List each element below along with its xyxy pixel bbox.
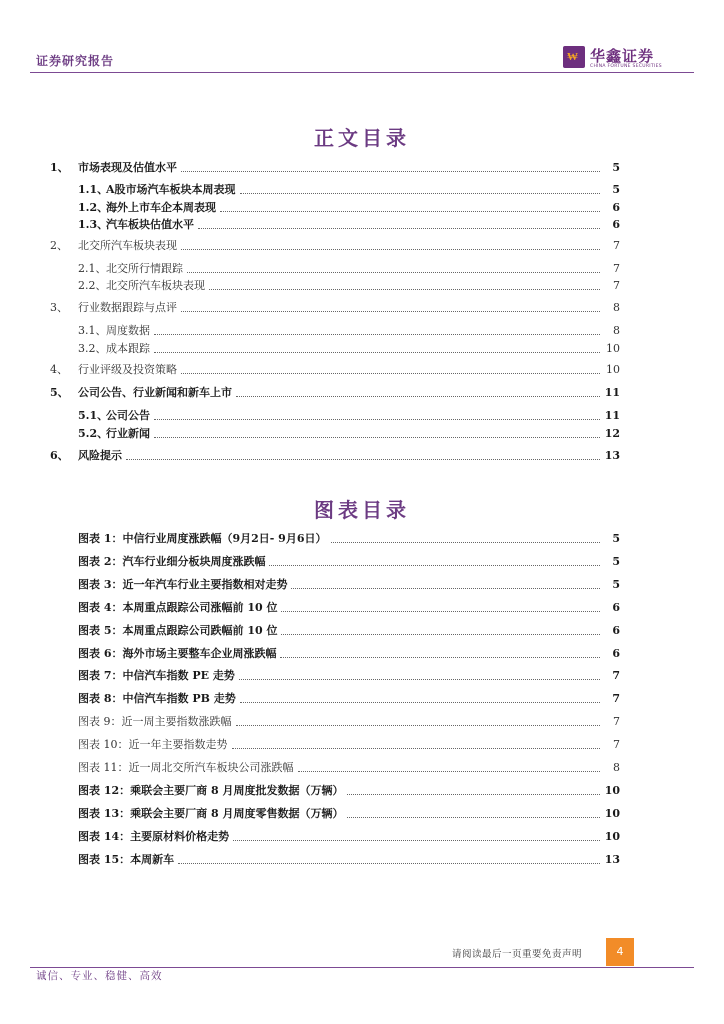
figure-entry[interactable]: [78, 554, 620, 570]
figure-entry-title: 中信行业周度涨跌幅（9月2日- 9月6日）: [122, 532, 327, 545]
toc-entry[interactable]: [78, 341, 620, 357]
toc-entry[interactable]: [78, 182, 620, 198]
dot-leader: [181, 170, 600, 172]
toc-entry-page: 13: [604, 449, 620, 462]
figure-entry-title: 中信汽车指数 PB 走势: [122, 692, 236, 706]
toc-entry-number: 5.2、: [78, 427, 109, 440]
dot-leader: [181, 248, 600, 250]
figures-title: 图表目录: [314, 498, 410, 522]
toc-entry-number: 2、: [50, 239, 68, 252]
toc-entry-number: 6、: [50, 449, 69, 462]
figure-entry-title: 主要原材料价格走势: [130, 829, 230, 843]
toc-entry-number: 3、: [50, 301, 68, 314]
figure-entry-page: 7: [612, 669, 620, 683]
dot-leader: [236, 724, 601, 726]
toc-entry[interactable]: [78, 426, 620, 442]
figure-entry-page: 7: [613, 715, 620, 729]
figure-entry[interactable]: [78, 806, 620, 822]
dot-leader: [198, 227, 600, 229]
disclaimer-note: 请阅读最后一页重要免责声明: [452, 949, 583, 960]
figure-entry[interactable]: [78, 623, 620, 639]
dot-leader: [178, 862, 600, 864]
toc-entry-page: 8: [613, 301, 620, 314]
toc-entry-number: 2.1、: [78, 262, 107, 275]
dot-leader: [298, 770, 601, 772]
figure-entry-title: 本周新车: [130, 852, 175, 866]
toc-entry-page: 5: [612, 161, 620, 174]
toc-entry-title: 公司公告、行业新闻和新车上市: [78, 386, 232, 399]
header-left-text: 证券研究报告: [36, 54, 115, 68]
dot-leader: [232, 747, 601, 749]
toc-entry[interactable]: [50, 362, 620, 378]
figure-entry-page: 7: [613, 738, 620, 752]
logo-mark-icon: ₩: [563, 46, 585, 68]
dot-leader: [331, 541, 601, 543]
toc-entry-page: 8: [613, 324, 620, 337]
toc-entry-title: 行业数据跟踪与点评: [78, 301, 177, 314]
toc-title: 正文目录: [314, 126, 410, 150]
dot-leader: [126, 458, 600, 460]
figure-entry-label: 图表 15：: [78, 852, 131, 866]
toc-entry-title: 成本跟踪: [106, 342, 150, 355]
toc-entry-page: 7: [613, 239, 620, 252]
figure-entry-title: 中信汽车指数 PE 走势: [122, 669, 235, 683]
toc-entry-number: 5、: [50, 386, 69, 399]
figure-entry-title: 近一年主要指数走势: [128, 738, 228, 752]
toc-entry-number: 2.2、: [78, 279, 107, 292]
figure-entry-label: 图表 11：: [78, 761, 129, 774]
dot-leader: [209, 288, 600, 290]
toc-entry-number: 3.1、: [78, 324, 107, 337]
toc-entry-page: 7: [613, 279, 620, 292]
dot-leader: [154, 436, 600, 438]
toc-entry[interactable]: [78, 217, 620, 233]
toc-entry-title: 行业评级及投资策略: [78, 363, 177, 376]
dot-leader: [291, 587, 600, 589]
toc-entry-title: 汽车板块估值水平: [106, 218, 194, 231]
dot-leader: [269, 564, 600, 566]
figure-entry[interactable]: [78, 668, 620, 684]
figure-entry-label: 图表 14：: [78, 829, 131, 843]
dot-leader: [236, 395, 600, 397]
brand-logo: [563, 46, 662, 74]
figure-entry-label: 图表 8：: [78, 692, 123, 706]
toc-entry-title: 北交所行情跟踪: [106, 262, 183, 275]
dot-leader: [220, 210, 600, 212]
toc-entry-page: 6: [612, 201, 620, 214]
dot-leader: [233, 839, 600, 841]
toc-entry-title: 公司公告: [106, 409, 150, 422]
figure-entry-page: 5: [612, 554, 620, 568]
figure-entry-label: 图表 10：: [78, 738, 129, 752]
figure-entry-page: 6: [612, 623, 620, 637]
toc-entry-page: 5: [612, 183, 620, 196]
figure-entry[interactable]: [78, 783, 620, 799]
toc-entry-number: 3.2、: [78, 342, 107, 355]
figure-entry-page: 5: [612, 577, 620, 591]
toc-entry[interactable]: [50, 160, 620, 176]
toc-entry-title: A股市场汽车板块本周表现: [106, 183, 236, 196]
toc-entry-title: 北交所汽车板块表现: [78, 239, 177, 252]
toc-entry-number: 1、: [50, 161, 69, 174]
toc-entry-page: 7: [613, 262, 620, 275]
toc-entry-page: 10: [606, 342, 620, 355]
toc-entry-title: 周度数据: [106, 324, 150, 337]
figure-entry[interactable]: [78, 600, 620, 616]
figure-entry-page: 6: [612, 600, 620, 614]
dot-leader: [154, 351, 600, 353]
figure-entry-title: 近一周主要指数涨跌幅: [121, 715, 232, 729]
figure-entry-page: 10: [604, 783, 620, 797]
dot-leader: [280, 656, 600, 658]
page-number: 4: [606, 938, 634, 966]
dot-leader: [347, 793, 600, 795]
figure-entry[interactable]: [78, 760, 620, 776]
toc-entry[interactable]: [78, 278, 620, 294]
figure-entry[interactable]: [78, 646, 620, 662]
dot-leader: [154, 333, 600, 335]
figure-entry-title: 本周重点跟踪公司跌幅前 10 位: [122, 623, 278, 637]
toc-entry-number: 4、: [50, 363, 68, 376]
dot-leader: [187, 271, 600, 273]
toc-entry-page: 12: [604, 427, 620, 440]
figure-entry-label: 图表 6：: [78, 646, 123, 660]
toc-entry-page: 11: [604, 386, 620, 399]
toc-entry[interactable]: [78, 323, 620, 339]
toc-entry-page: 10: [606, 363, 620, 376]
figure-entry-label: 图表 12：: [78, 783, 131, 797]
toc-entry-title: 北交所汽车板块表现: [106, 279, 205, 292]
figure-entry-title: 乘联会主要厂商 8 月周度零售数据（万辆）: [130, 806, 344, 820]
figure-entry-page: 13: [604, 852, 620, 866]
dot-leader: [281, 610, 600, 612]
figure-entry-label: 图表 13：: [78, 806, 131, 820]
toc-entry[interactable]: [78, 261, 620, 277]
figure-entry-page: 10: [604, 829, 620, 843]
toc-entry[interactable]: [50, 448, 620, 464]
toc-entry-page: 11: [604, 409, 620, 422]
figure-entry[interactable]: [78, 852, 620, 868]
header-divider: [30, 72, 694, 73]
figure-entry[interactable]: [78, 714, 620, 730]
toc-entry[interactable]: [50, 238, 620, 254]
toc-entry[interactable]: [78, 200, 620, 216]
dot-leader: [181, 310, 600, 312]
footer-motto: 诚信、专业、稳健、高效: [36, 970, 163, 982]
figure-entry-page: 8: [613, 761, 620, 774]
figure-entry-label: 图表 2：: [78, 554, 123, 568]
figure-entry[interactable]: [78, 531, 620, 547]
dot-leader: [239, 678, 600, 680]
figure-entry-label: 图表 3：: [78, 577, 123, 591]
toc-entry-title: 市场表现及估值水平: [78, 161, 177, 174]
logo-name: 华鑫证券: [590, 47, 655, 65]
figure-entry-label: 图表 5：: [78, 623, 123, 637]
dot-leader: [240, 701, 600, 703]
toc-entry-number: 5.1、: [78, 409, 109, 422]
logo-english: CHINA FORTUNE SECURITIES: [590, 64, 662, 69]
figure-entry[interactable]: [78, 691, 620, 707]
dot-leader: [281, 633, 600, 635]
toc-entry-title: 海外上市车企本周表现: [106, 201, 216, 214]
dot-leader: [240, 192, 600, 194]
toc-entry[interactable]: [78, 408, 620, 424]
dot-leader: [181, 372, 600, 374]
toc-entry-page: 6: [612, 218, 620, 231]
figure-entry-title: 近一周北交所汽车板块公司涨跌幅: [128, 761, 294, 774]
dot-leader: [347, 816, 600, 818]
figure-entry-label: 图表 7：: [78, 669, 123, 683]
figure-entry-label: 图表 4：: [78, 600, 123, 614]
figure-entry-label: 图表 1：: [78, 532, 123, 545]
toc-entry-number: 1.1、: [78, 183, 109, 196]
figure-entry-title: 近一年汽车行业主要指数相对走势: [122, 577, 288, 591]
figure-entry-title: 汽车行业细分板块周度涨跌幅: [122, 554, 266, 568]
figure-entry-label: 图表 9：: [78, 715, 122, 729]
toc-entry[interactable]: [50, 300, 620, 316]
toc-entry[interactable]: [50, 385, 620, 401]
toc-entry-number: 1.3、: [78, 218, 109, 231]
figure-entry-page: 5: [612, 532, 620, 545]
figure-entry-page: 7: [612, 692, 620, 706]
figure-entry-page: 6: [612, 646, 620, 660]
figure-entry-page: 10: [604, 806, 620, 820]
figure-entry-title: 海外市场主要整车企业周涨跌幅: [122, 646, 277, 660]
figure-entry-title: 本周重点跟踪公司涨幅前 10 位: [122, 600, 278, 614]
toc-entry-number: 1.2、: [78, 201, 109, 214]
figure-entry[interactable]: [78, 577, 620, 593]
figure-entry[interactable]: [78, 829, 620, 845]
toc-entry-title: 风险提示: [78, 449, 122, 462]
figure-entry[interactable]: [78, 737, 620, 753]
figure-entry-title: 乘联会主要厂商 8 月周度批发数据（万辆）: [130, 783, 344, 797]
toc-entry-title: 行业新闻: [106, 427, 150, 440]
dot-leader: [154, 418, 600, 420]
